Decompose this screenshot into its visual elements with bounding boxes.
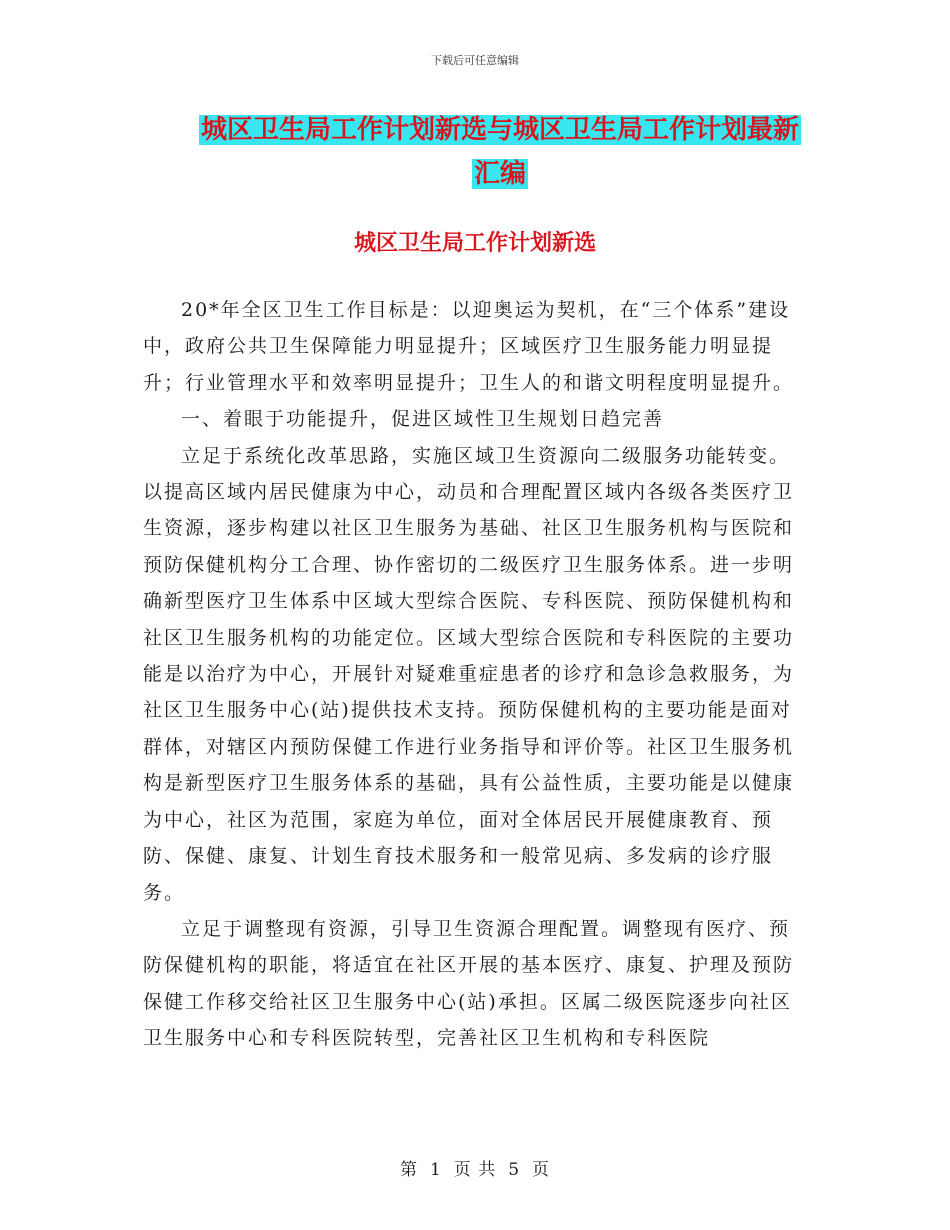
paragraph-intro: 20*年全区卫生工作目标是：以迎奥运为契机，在“三个体系”建设中，政府公共卫生保障能力明显提升；区域医疗卫生服务能力明显提升；行业管理水平和效率明显提升；卫生人的和谐文明程度明显提升。 bbox=[143, 299, 795, 394]
footer-prefix: 第 bbox=[399, 1160, 418, 1180]
paragraph-heading-1: 一、着眼于功能提升，促进区域性卫生规划日趋完善 bbox=[181, 408, 665, 431]
section-title: 城区卫生局工作计划新选 bbox=[353, 230, 596, 256]
footer-total-pages: 5 bbox=[508, 1160, 521, 1180]
body-text bbox=[143, 292, 808, 1057]
footer-page-number: 1 bbox=[429, 1160, 442, 1180]
document-title-line1: 城区卫生局工作计划新选与城区卫生局工作计划最新 bbox=[200, 115, 799, 145]
document-title bbox=[190, 108, 810, 196]
paragraph-body-1: 立足于系统化改革思路，实施区域卫生资源向二级服务功能转变。以提高区域内居民健康为中心，动员和合理配置区域内各级各类医疗卫生资源，逐步构建以社区卫生服务为基础、社区卫生服务机构与医院和预防保健机构分工合理、协作密切的二级医疗卫生服务体系。进一步明确新型医疗卫生体系中区域大型综合医院、专科医院、预防保健机构和社区卫生服务机构的功能定位。区域大型综合医院和专科医院的主要功能是以治疗为中心，开展针对疑难重症患者的诊疗和急诊急救服务，为社区卫生服务中心(站)提供技术支持。预防保健机构的主要功能是面对群体，对辖区内预防保健工作进行业务指导和评价等。社区卫生服务机构是新型医疗卫生服务体系的基础，具有公益性质，主要功能是以健康为中心，社区为范围，家庭为单位，面对全体居民开展健康教育、预防、保健、康复、计划生育技术服务和一般常见病、多发病的诊疗服务。 bbox=[143, 444, 795, 904]
header-note: 下载后可任意编辑 bbox=[431, 54, 519, 67]
document-title-line2: 汇编 bbox=[473, 159, 526, 189]
paragraph-body-2: 立足于调整现有资源，引导卫生资源合理配置。调整现有医疗、预防保健机构的职能，将适宜在社区开展的基本医疗、康复、护理及预防保健工作移交给社区卫生服务中心(站)承担。区属二级医院逐步向社区卫生服务中心和专科医院转型，完善社区卫生机构和专科医院 bbox=[143, 917, 795, 1050]
page-footer bbox=[0, 1155, 950, 1180]
footer-suffix: 页 bbox=[532, 1160, 551, 1180]
footer-mid: 页 共 bbox=[453, 1160, 497, 1180]
